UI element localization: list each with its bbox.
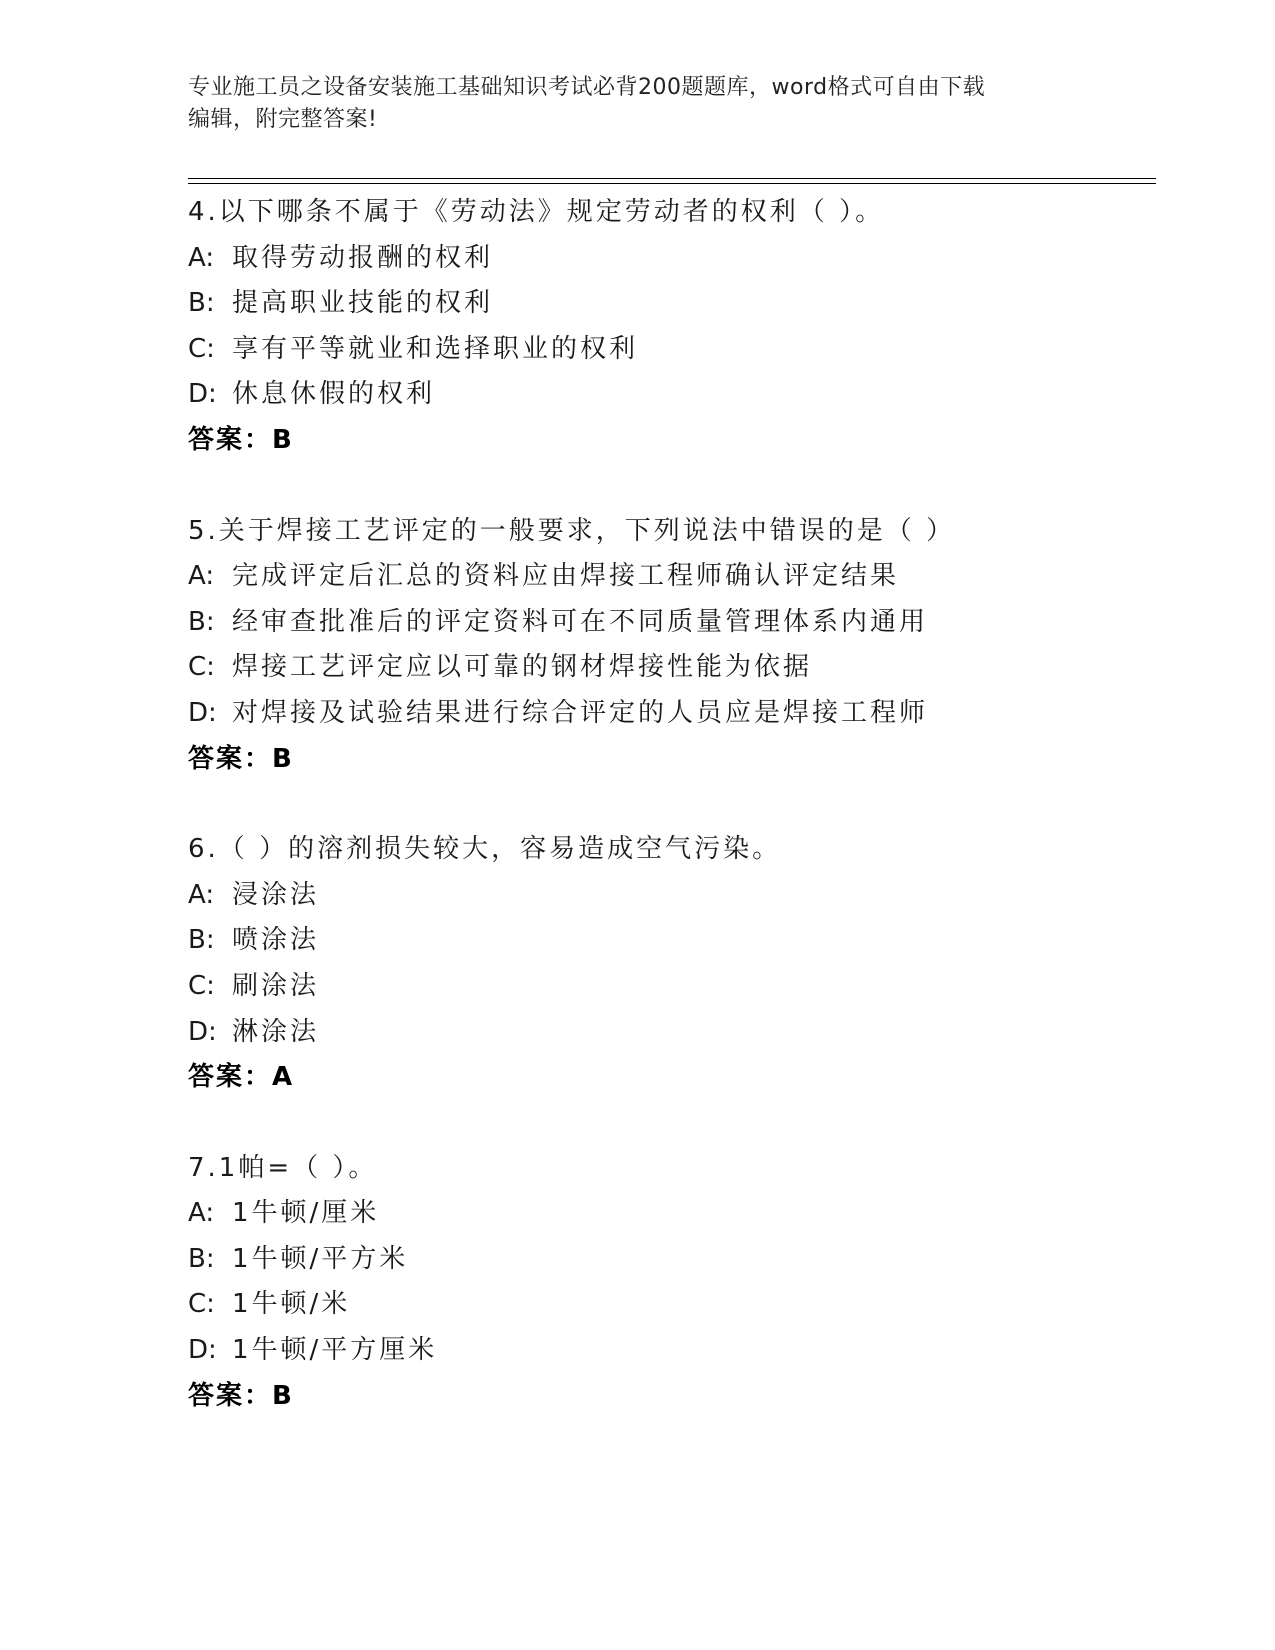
option-letter: A: (188, 242, 215, 273)
option-c (188, 1282, 1168, 1328)
option-b (188, 281, 1168, 327)
header-divider-top (188, 178, 1156, 179)
option-letter: D: (188, 1335, 217, 1366)
option-text: 经审查批准后的评定资料可在不同质量管理体系内通用 (232, 606, 929, 637)
option-text: 刷涂法 (232, 970, 320, 1001)
option-c (188, 964, 1168, 1010)
option-text: 提高职业技能的权利 (232, 288, 494, 319)
header-divider-bottom (188, 183, 1156, 184)
option-letter: B: (188, 1243, 215, 1274)
option-d (188, 1328, 1168, 1374)
option-letter: B: (188, 288, 215, 319)
answer-line: 答案：B (188, 1380, 294, 1411)
option-a (188, 554, 1168, 600)
option-text: 淋涂法 (232, 1016, 320, 1047)
question-5 (188, 509, 1168, 783)
document-header (188, 72, 1068, 136)
option-b (188, 918, 1168, 964)
option-d (188, 691, 1168, 737)
answer-line: 答案：B (188, 743, 294, 774)
option-d (188, 1010, 1168, 1056)
question-stem: 4.以下哪条不属于《劳动法》规定劳动者的权利（ ）。 (188, 197, 885, 227)
option-letter: B: (188, 606, 215, 637)
option-b (188, 600, 1168, 646)
option-text: 享有平等就业和选择职业的权利 (232, 333, 639, 364)
option-letter: D: (188, 1016, 217, 1047)
option-text: 休息休假的权利 (232, 379, 436, 410)
option-text: 1牛顿/厘米 (232, 1198, 380, 1229)
option-a (188, 1191, 1168, 1237)
option-b (188, 1237, 1168, 1283)
answer-line: 答案：B (188, 424, 294, 455)
question-list (188, 190, 1168, 1464)
option-a (188, 873, 1168, 919)
option-text: 焊接工艺评定应以可靠的钢材焊接性能为依据 (232, 652, 813, 683)
option-text: 喷涂法 (232, 925, 320, 956)
option-letter: B: (188, 925, 215, 956)
option-d (188, 372, 1168, 418)
option-a (188, 236, 1168, 282)
option-text: 完成评定后汇总的资料应由焊接工程师确认评定结果 (232, 561, 900, 592)
question-4 (188, 190, 1168, 464)
option-letter: D: (188, 379, 217, 410)
option-text: 取得劳动报酬的权利 (232, 242, 494, 273)
option-letter: A: (188, 561, 215, 592)
option-c (188, 327, 1168, 373)
option-letter: C: (188, 1289, 215, 1320)
option-letter: C: (188, 652, 215, 683)
option-letter: A: (188, 1198, 215, 1229)
question-stem: 6.（ ）的溶剂损失较大，容易造成空气污染。 (188, 834, 782, 865)
option-text: 1牛顿/米 (232, 1289, 351, 1320)
option-text: 对焊接及试验结果进行综合评定的人员应是焊接工程师 (232, 697, 929, 728)
option-c (188, 645, 1168, 691)
option-letter: D: (188, 697, 217, 728)
option-text: 1牛顿/平方厘米 (232, 1335, 438, 1366)
option-text: 浸涂法 (232, 879, 320, 910)
question-stem: 5.关于焊接工艺评定的一般要求，下列说法中错误的是（ ） (188, 515, 956, 546)
header-line-2: 编辑，附完整答案! (188, 107, 378, 132)
option-letter: C: (188, 970, 215, 1001)
answer-line: 答案：A (188, 1062, 295, 1093)
question-6 (188, 827, 1168, 1101)
option-letter: C: (188, 333, 215, 364)
question-stem: 7.1帕=（ ）。 (188, 1152, 378, 1183)
header-line-1: 专业施工员之设备安装施工基础知识考试必背200题题库，word格式可自由下载 (188, 75, 986, 100)
option-text: 1牛顿/平方米 (232, 1243, 409, 1274)
option-letter: A: (188, 879, 215, 910)
question-7 (188, 1146, 1168, 1420)
